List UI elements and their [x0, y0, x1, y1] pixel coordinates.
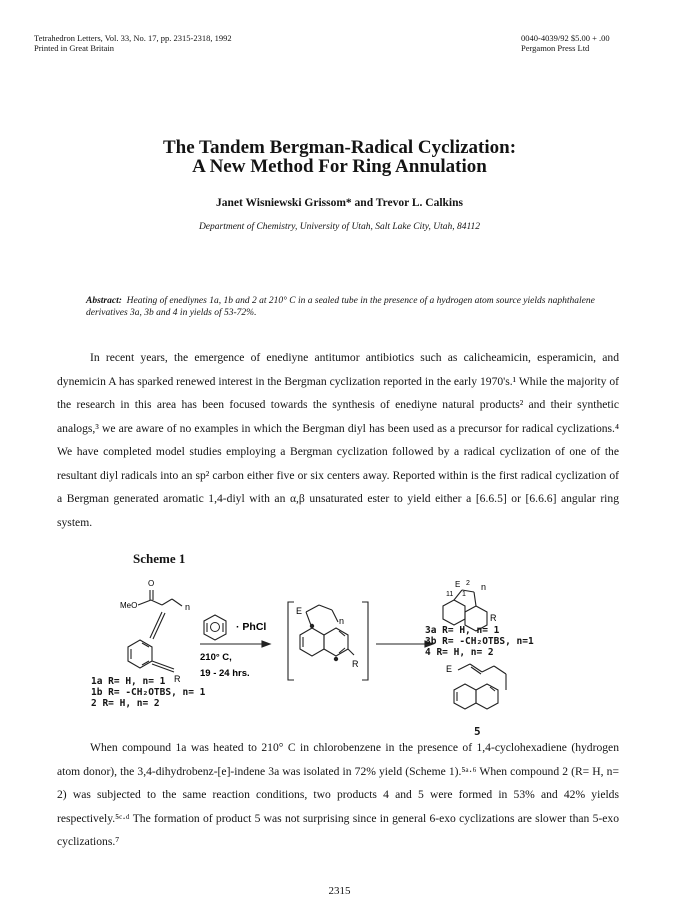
- abstract-label: Abstract:: [86, 296, 122, 306]
- p-5-label: 5: [474, 725, 481, 738]
- atom-e-p5: E: [446, 664, 453, 674]
- authors: Janet Wisniewski Grissom* and Trevor L. Calkins: [216, 197, 463, 209]
- reagent-text: · PhCl: [236, 621, 267, 633]
- p-3b-label: 3b R= -CH₂OTBS, n=1: [425, 636, 534, 647]
- bracket-right: [362, 602, 368, 680]
- title-line-2: A New Method For Ring Annulation: [192, 156, 487, 177]
- subscript-n-prod: n: [481, 582, 487, 592]
- atom-o: O: [148, 579, 155, 588]
- sm-1a-label: 1a R= H, n= 1: [91, 676, 166, 687]
- page-number: 2315: [328, 885, 351, 897]
- results-paragraph: [57, 736, 619, 854]
- conditions-temp: 210° C,: [200, 652, 232, 663]
- subscript-n-int: n: [339, 616, 345, 626]
- radical-dot-2: [334, 657, 338, 661]
- sm-benzene-ring: [128, 640, 152, 668]
- sm-1b-label: 1b R= -CH₂OTBS, n= 1: [91, 687, 206, 698]
- atom-e-int: E: [296, 606, 303, 616]
- atom-r-prod: R: [490, 613, 497, 623]
- atom-e-prod: E: [455, 580, 461, 589]
- atom-num-1: 1: [462, 591, 466, 598]
- atom-r-sm: R: [174, 674, 181, 684]
- abstract-text: Heating of enediynes 1a, 1b and 2 at 210° C in a sealed tube in the presence of a hydrogen atom source yields naphthalene derivatives 3a, 3b and 4 in yields of 53-72%.: [86, 296, 595, 318]
- radical-dot-1: [310, 624, 314, 628]
- paragraph-1: In recent years, the emergence of enediyne antitumor antibiotics such as calicheamicin, esperamicin, and dynemicin A has sparked renewed interest in the Bergman cyclization reported in the early 1970's.¹ While the majority of the research in this area has been focused towards the synthesis of enediyne natural products² and their synthetic analogs,³ we are aware of no examples in which the Bergman diyl has been used as a precursor for radical cyclizations.⁴ We have completed model studies employing a Bergman cyclization followed by a radical cyclization of one of the resultant diyl radicals into an sp² carbon either five or six centers away. Reported within is the first radical cyclization of a Bergman generated aromatic 1,4-diyl with an α,β unsaturated ester to yield either a [6.6.5] or [6.6.6] angular ring system.: [57, 351, 619, 529]
- product-ring: [443, 600, 465, 625]
- sm-2-label: 2 R= H, n= 2: [91, 698, 160, 709]
- journal-citation: Tetrahedron Letters, Vol. 33, No. 17, pp. 2315-2318, 1992: [34, 33, 232, 43]
- abstract: [86, 295, 606, 319]
- atom-r-int: R: [352, 659, 359, 669]
- publisher: Pergamon Press Ltd: [521, 43, 590, 53]
- title-line-1: The Tandem Bergman-Radical Cyclization:: [162, 137, 517, 158]
- conditions-time: 19 - 24 hrs.: [200, 668, 250, 679]
- atom-num-2: 2: [466, 580, 470, 587]
- p-4-label: 4 R= H, n= 2: [425, 647, 494, 658]
- intro-paragraph: [57, 346, 619, 534]
- paragraph-2: When compound 1a was heated to 210° C in chlorobenzene in the presence of 1,4-cyclohexadiene (hydrogen atom donor), the 3,4-dihydrobenz-[e]-indene 3a was isolated in 72% yield (Scheme 1).⁵ᵃ·⁶ When compound 2 (R= H, n= 2) was subjected to the same reaction conditions, two products 4 and 5 were formed in 53% and 42% yields respectively.⁵ᶜ·ᵈ The formation of product 5 was not surprising since in general 6-exo cyclizations are slower than 5-exo cyclizations.⁷: [57, 741, 619, 848]
- scheme-label: Scheme 1: [133, 551, 186, 566]
- atom-meo: MeO: [120, 601, 138, 610]
- p-3a-label: 3a R= H, n= 1: [425, 625, 500, 636]
- subscript-n-sm: n: [185, 602, 191, 612]
- scheme-diagram: [90, 572, 590, 752]
- bracket-left: [288, 602, 294, 680]
- printed-in: Printed in Great Britain: [34, 43, 115, 53]
- affiliation: Department of Chemistry, University of Utah, Salt Lake City, Utah, 84112: [198, 222, 481, 232]
- atom-num-11: 11: [446, 591, 454, 598]
- issn-price: 0040-4039/92 $5.00 + .00: [521, 33, 610, 43]
